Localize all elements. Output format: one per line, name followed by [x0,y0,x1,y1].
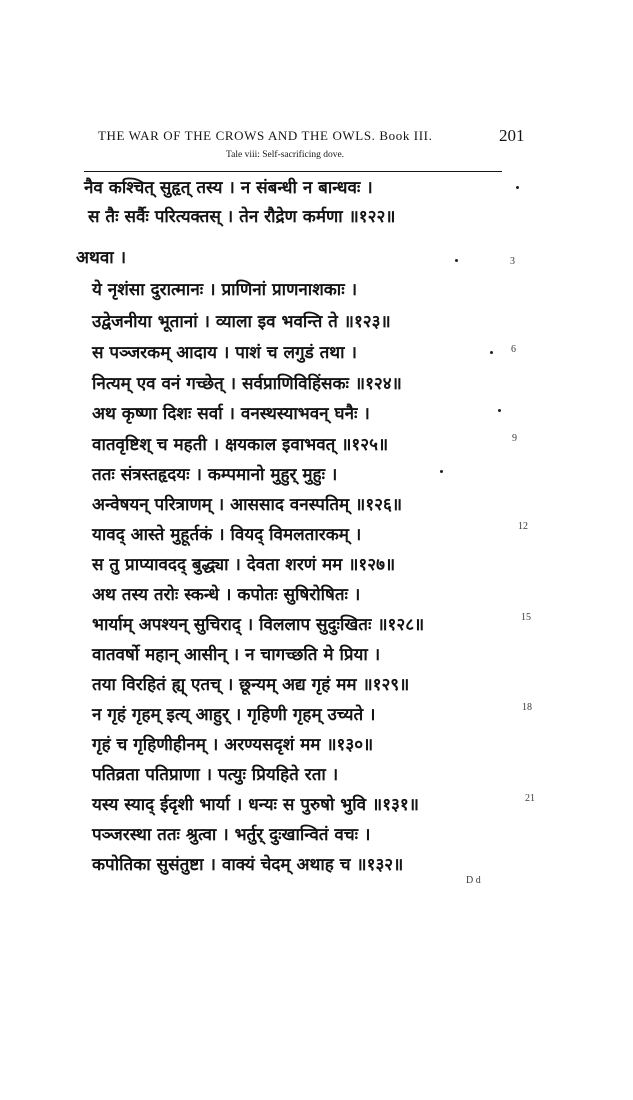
running-subtitle: Tale viii: Self-sacrificing dove. [226,150,345,160]
margin-line-number: 12 [518,521,528,532]
verse-line: अथ तस्य तरोः स्कन्धे । कपोतः सुषिरोषितः । [92,585,361,605]
print-speck [440,470,443,473]
running-title: THE WAR OF THE CROWS AND THE OWLS. Book III. [98,128,433,143]
verse-line: यावद् आस्ते मुहूर्तकं । वियद् विमलतारकम् । [92,525,362,545]
print-speck [490,351,493,354]
verse-line: नित्यम् एव वनं गच्छेत् । सर्वप्राणिविहिंसकः ॥१२४॥ [92,374,402,394]
verse-line: तया विरहितं ह्य् एतच् । छून्यम् अद्य गृहं मम ॥१२९॥ [92,675,410,695]
margin-line-number: 6 [511,344,516,355]
print-speck [516,186,519,189]
verse-line: पतिव्रता पतिप्राणा । पत्युः प्रियहिते रता । [92,765,339,785]
running-head [0,126,633,148]
verse-line: कपोतिका सुसंतुष्टा । वाक्यं चेदम् अथाह च ॥१३२॥ [92,855,404,875]
signature-mark: D d [466,875,481,886]
verse-line: स तैः सर्वैः परित्यक्तस् । तेन रौद्रेण कर्मणा ॥१२२॥ [88,207,396,227]
margin-line-number: 21 [525,793,535,804]
verse-line: न गृहं गृहम् इत्य् आहुर् । गृहिणी गृहम् उच्यते । [92,705,376,725]
margin-line-number: 3 [510,256,515,267]
margin-line-number: 15 [521,612,531,623]
header-rule [84,171,502,172]
verse-line: नैव कश्चित् सुहृत् तस्य । न संबन्धी न बान्धवः । [84,178,373,198]
verse-line: ततः संत्रस्तहृदयः । कम्पमानो मुहुर् मुहुः । [92,465,338,485]
verse-line: पञ्जरस्था ततः श्रुत्वा । भर्तुर् दुःखान्वितं वचः । [92,825,371,845]
page-number: 201 [499,126,525,145]
verse-line: ये नृशंसा दुरात्मानः । प्राणिनां प्राणनाशकाः । [92,280,358,300]
verse-line: अथ कृष्णा दिशः सर्वा । वनस्थस्याभवन् घनैः । [92,404,370,424]
verse-line: यस्य स्याद् ईदृशी भार्या । धन्यः स पुरुषो भुवि ॥१३१॥ [92,795,419,815]
verse-line: स तु प्राप्यावदद् बुद्ध्या । देवता शरणं मम ॥१२७॥ [92,555,396,575]
verse-line: अन्वेषयन् परित्राणम् । आससाद वनस्पतिम् ॥१२६॥ [92,495,403,515]
verse-line: उद्वेजनीया भूतानां । व्याला इव भवन्ति ते ॥१२३॥ [92,312,391,332]
margin-line-number: 9 [512,433,517,444]
verse-line: स पञ्जरकम् आदाय । पाशं च लगुडं तथा । [92,343,357,363]
verse-line: अथवा । [76,248,127,268]
margin-line-number: 18 [522,702,532,713]
print-speck [498,409,501,412]
verse-line: वातवृष्टिश् च महती । क्षयकाल इवाभवत् ॥१२५॥ [92,435,389,455]
print-speck [455,259,458,262]
verse-line: गृहं च गृहिणीहीनम् । अरण्यसदृशं मम ॥१३०॥ [92,735,374,755]
verse-line: वातवर्षो महान् आसीन् । न चागच्छति मे प्रिया । [92,645,381,665]
verse-line: भार्याम् अपश्यन् सुचिराद् । विललाप सुदुःखितः ॥१२८॥ [92,615,425,635]
